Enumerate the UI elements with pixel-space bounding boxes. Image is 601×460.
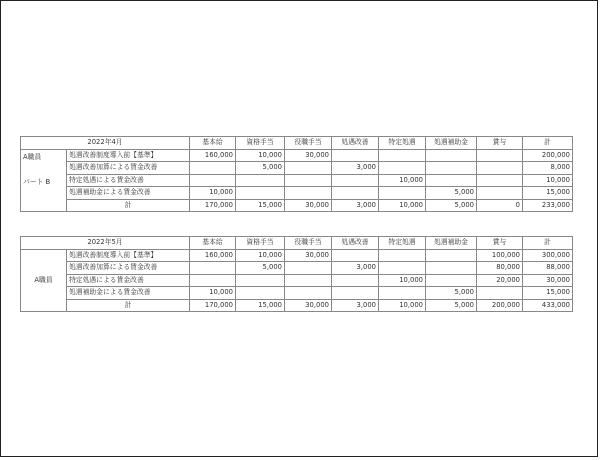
cell <box>426 162 477 175</box>
cell <box>426 249 477 262</box>
cell: 15,000 <box>523 287 573 300</box>
cell <box>379 162 426 175</box>
total-cell: 5,000 <box>426 199 477 212</box>
cell: 10,000 <box>190 287 236 300</box>
cell: 160,000 <box>190 249 236 262</box>
cell <box>332 174 379 187</box>
cell <box>190 274 236 287</box>
cell <box>285 174 332 187</box>
cell <box>379 187 426 200</box>
cell <box>236 287 285 300</box>
cell: 88,000 <box>523 262 573 275</box>
total-cell: 200,000 <box>477 299 523 312</box>
table-title: 2022年4月 <box>21 137 190 150</box>
cell: 30,000 <box>285 249 332 262</box>
cell <box>379 287 426 300</box>
cell <box>236 274 285 287</box>
cell: 200,000 <box>523 149 573 162</box>
role-label: A職員 <box>23 152 42 161</box>
cell <box>285 287 332 300</box>
table-row <box>21 174 573 187</box>
cell <box>379 149 426 162</box>
cell <box>190 174 236 187</box>
cell: 3,000 <box>332 262 379 275</box>
column-header: 処遇改善 <box>332 237 379 250</box>
role-label: A職員 <box>34 275 53 284</box>
total-cell: 433,000 <box>523 299 573 312</box>
cell: 300,000 <box>523 249 573 262</box>
column-header: 賞与 <box>477 237 523 250</box>
column-header: 基本給 <box>190 137 236 150</box>
table-title: 2022年5月 <box>21 237 190 250</box>
cell <box>332 249 379 262</box>
cell <box>190 262 236 275</box>
cell: 5,000 <box>236 262 285 275</box>
cell <box>426 262 477 275</box>
cell <box>379 262 426 275</box>
cell <box>285 262 332 275</box>
role-cell <box>21 249 67 312</box>
column-header: 処遇補助金 <box>426 137 477 150</box>
cell <box>477 149 523 162</box>
cell: 10,000 <box>236 149 285 162</box>
cell: 30,000 <box>285 149 332 162</box>
cell: 10,000 <box>379 174 426 187</box>
cell <box>332 187 379 200</box>
cell: 5,000 <box>426 287 477 300</box>
cell <box>477 287 523 300</box>
salary-table-april <box>20 136 573 212</box>
total-cell: 5,000 <box>426 299 477 312</box>
total-row <box>21 299 573 312</box>
column-header: 計 <box>523 237 573 250</box>
total-cell: 170,000 <box>190 199 236 212</box>
total-cell: 30,000 <box>285 199 332 212</box>
table-row <box>21 262 573 275</box>
role-cell <box>21 149 67 212</box>
cell: 3,000 <box>332 162 379 175</box>
total-cell: 170,000 <box>190 299 236 312</box>
row-label: 特定処遇による賃金改善 <box>67 174 190 187</box>
cell <box>236 187 285 200</box>
cell <box>426 149 477 162</box>
total-cell: 15,000 <box>236 199 285 212</box>
row-label: 処遇改善制度導入前【基準】 <box>67 249 190 262</box>
cell: 20,000 <box>477 274 523 287</box>
salary-table-may <box>20 236 573 312</box>
total-cell: 0 <box>477 199 523 212</box>
row-label: 処遇補助金による賃金改善 <box>67 187 190 200</box>
cell: 10,000 <box>379 274 426 287</box>
column-header: 基本給 <box>190 237 236 250</box>
total-cell: 10,000 <box>379 199 426 212</box>
cell <box>285 274 332 287</box>
row-label: 処遇改善制度導入前【基準】 <box>67 149 190 162</box>
table-row <box>21 274 573 287</box>
total-cell: 3,000 <box>332 299 379 312</box>
column-header: 役職手当 <box>285 237 332 250</box>
table-row <box>21 162 573 175</box>
cell: 80,000 <box>477 262 523 275</box>
cell: 5,000 <box>236 162 285 175</box>
table-row <box>21 187 573 200</box>
cell <box>426 274 477 287</box>
total-cell: 30,000 <box>285 299 332 312</box>
cell <box>332 149 379 162</box>
row-label: 処遇改善加算による賃金改善 <box>67 262 190 275</box>
total-cell: 233,000 <box>523 199 573 212</box>
role-sublabel: パート B <box>23 177 51 186</box>
cell: 10,000 <box>190 187 236 200</box>
column-header: 役職手当 <box>285 137 332 150</box>
cell: 5,000 <box>426 187 477 200</box>
cell <box>285 162 332 175</box>
cell: 30,000 <box>523 274 573 287</box>
cell <box>332 287 379 300</box>
row-label: 特定処遇による賃金改善 <box>67 274 190 287</box>
cell <box>426 174 477 187</box>
cell: 10,000 <box>523 174 573 187</box>
cell: 15,000 <box>523 187 573 200</box>
cell: 8,000 <box>523 162 573 175</box>
cell <box>236 174 285 187</box>
table-row <box>21 287 573 300</box>
cell <box>477 187 523 200</box>
column-header: 特定処遇 <box>379 137 426 150</box>
cell <box>477 174 523 187</box>
total-label: 計 <box>67 299 190 312</box>
total-cell: 3,000 <box>332 199 379 212</box>
cell <box>285 187 332 200</box>
cell <box>190 162 236 175</box>
column-header: 特定処遇 <box>379 237 426 250</box>
cell <box>379 249 426 262</box>
cell: 100,000 <box>477 249 523 262</box>
cell: 160,000 <box>190 149 236 162</box>
column-header: 資格手当 <box>236 237 285 250</box>
table-header-row <box>21 137 573 150</box>
column-header: 処遇補助金 <box>426 237 477 250</box>
total-row <box>21 199 573 212</box>
column-header: 計 <box>523 137 573 150</box>
column-header: 資格手当 <box>236 137 285 150</box>
column-header: 賞与 <box>477 137 523 150</box>
cell <box>332 274 379 287</box>
total-cell: 10,000 <box>379 299 426 312</box>
table-row <box>21 249 573 262</box>
row-label: 処遇改善加算による賃金改善 <box>67 162 190 175</box>
row-label: 処遇補助金による賃金改善 <box>67 287 190 300</box>
column-header: 処遇改善 <box>332 137 379 150</box>
total-label: 計 <box>67 199 190 212</box>
total-cell: 15,000 <box>236 299 285 312</box>
table-header-row <box>21 237 573 250</box>
table-row <box>21 149 573 162</box>
cell <box>477 162 523 175</box>
cell: 10,000 <box>236 249 285 262</box>
